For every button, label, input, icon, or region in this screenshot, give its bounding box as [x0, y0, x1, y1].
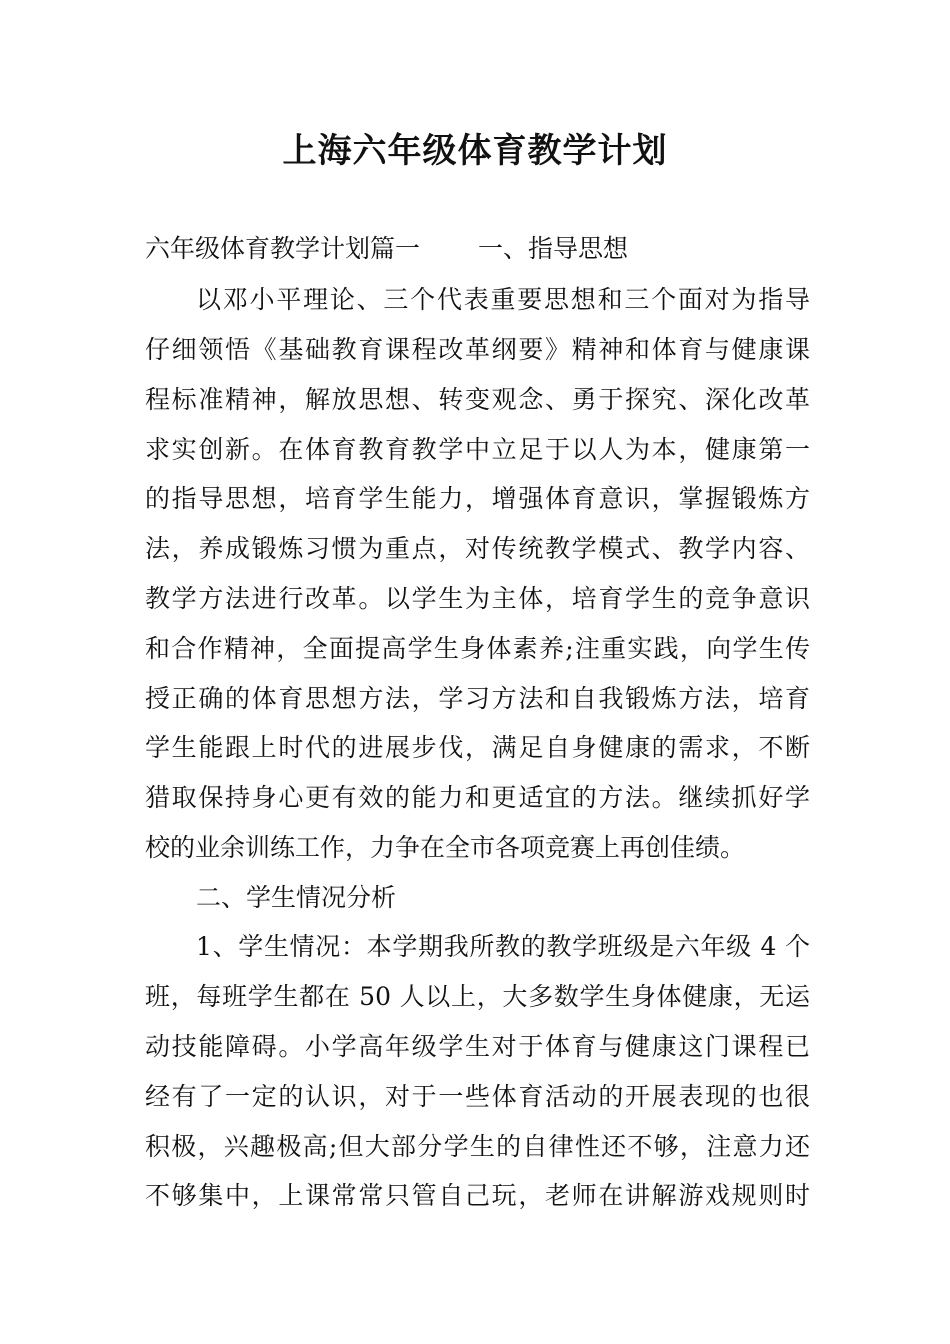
section-heading-guiding-thought: 一、指导思想 [478, 234, 629, 263]
paragraph-line: 不够集中，上课常常只管自己玩，老师在讲解游戏规则时 [145, 1181, 810, 1210]
paragraph-line: 学生能跟上时代的进展步伐，满足自身健康的需求，不断 [145, 733, 810, 762]
paragraph-line: 校的业余训练工作，力争在全市各项竞赛上再创佳绩。 [145, 833, 746, 862]
paragraph-line: 授正确的体育思想方法，学习方法和自我锻炼方法，培育 [145, 684, 810, 713]
paragraph-line: 1、学生情况：本学期我所教的教学班级是六年级 4 个 [196, 932, 810, 961]
paragraph-line: 积极，兴趣极高;但大部分学生的自律性还不够，注意力还 [145, 1132, 810, 1161]
paragraph-line: 和合作精神，全面提高学生身体素养;注重实践，向学生传 [145, 634, 810, 663]
paragraph-line: 法，养成锻炼习惯为重点，对传统教学模式、教学内容、 [145, 534, 810, 563]
paragraph-line: 仔细领悟《基础教育课程改革纲要》精神和体育与健康课 [145, 335, 810, 364]
paragraph-line: 教学方法进行改革。以学生为主体，培育学生的竞争意识 [145, 584, 810, 613]
paragraph-line: 猎取保持身心更有效的能力和更适宜的方法。继续抓好学 [145, 783, 810, 812]
paragraph-line: 的指导思想，培育学生能力，增强体育意识，掌握锻炼方 [145, 484, 810, 513]
section-heading-student-analysis: 二、学生情况分析 [196, 883, 397, 912]
paragraph-line: 程标准精神，解放思想、转变观念、勇于探究、深化改革 [145, 385, 810, 414]
paragraph-line: 求实创新。在体育教育教学中立足于以人为本，健康第一 [145, 435, 810, 464]
section-heading-part1: 六年级体育教学计划篇一 [145, 234, 421, 263]
intro-line [145, 232, 810, 266]
document-title: 上海六年级体育教学计划 [282, 131, 668, 171]
paragraph-line: 班，每班学生都在 50 人以上，大多数学生身体健康，无运 [145, 982, 810, 1011]
paragraph-line: 经有了一定的认识，对于一些体育活动的开展表现的也很 [145, 1082, 810, 1111]
paragraph-line: 动技能障碍。小学高年级学生对于体育与健康这门课程已 [145, 1032, 810, 1061]
paragraph-line: 以邓小平理论、三个代表重要思想和三个面对为指导 [196, 285, 810, 314]
